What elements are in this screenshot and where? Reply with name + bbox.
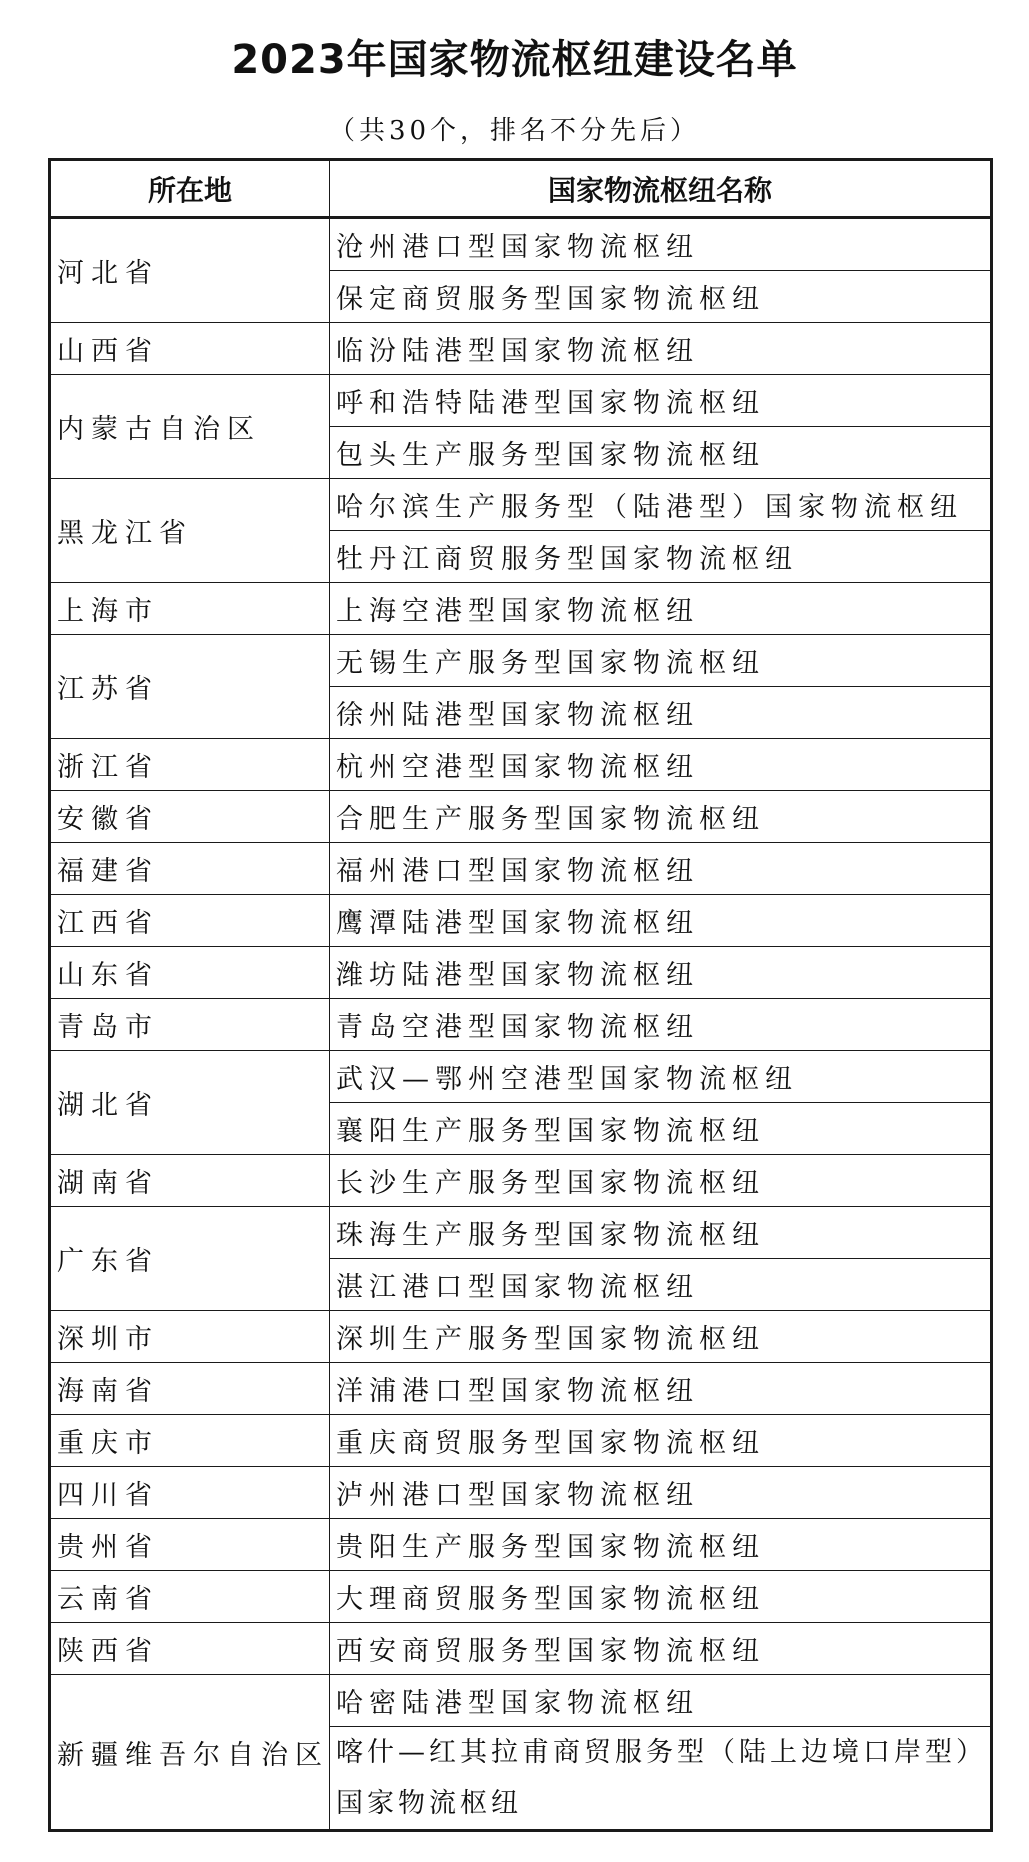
hub-name-cell: 哈密陆港型国家物流枢纽 (330, 1675, 992, 1727)
hub-name-cell: 深圳生产服务型国家物流枢纽 (330, 1311, 992, 1363)
table-row (50, 1467, 992, 1519)
table-row (50, 635, 992, 687)
region-cell: 青岛市 (50, 999, 330, 1051)
hub-name-cell: 鹰潭陆港型国家物流枢纽 (330, 895, 992, 947)
hub-name-cell: 合肥生产服务型国家物流枢纽 (330, 791, 992, 843)
hub-name-cell: 呼和浩特陆港型国家物流枢纽 (330, 375, 992, 427)
region-cell: 安徽省 (50, 791, 330, 843)
column-header-location: 所在地 (50, 160, 330, 218)
hub-name-cell: 武汉—鄂州空港型国家物流枢纽 (330, 1051, 992, 1103)
region-cell: 浙江省 (50, 739, 330, 791)
table-row (50, 1415, 992, 1467)
table-row (50, 1571, 992, 1623)
hub-name-cell: 西安商贸服务型国家物流枢纽 (330, 1623, 992, 1675)
hub-name-cell: 临汾陆港型国家物流枢纽 (330, 323, 992, 375)
hub-name-cell: 哈尔滨生产服务型（陆港型）国家物流枢纽 (330, 479, 992, 531)
table-row (50, 323, 992, 375)
hub-name-cell: 保定商贸服务型国家物流枢纽 (330, 271, 992, 323)
region-cell: 上海市 (50, 583, 330, 635)
region-cell: 陕西省 (50, 1623, 330, 1675)
hub-name-cell: 包头生产服务型国家物流枢纽 (330, 427, 992, 479)
hub-name-cell: 青岛空港型国家物流枢纽 (330, 999, 992, 1051)
table-row (50, 739, 992, 791)
hub-name-cell: 杭州空港型国家物流枢纽 (330, 739, 992, 791)
region-cell: 山东省 (50, 947, 330, 999)
header-row (50, 160, 992, 218)
table-row (50, 583, 992, 635)
table-header (50, 160, 992, 218)
region-cell: 新疆维吾尔自治区 (50, 1675, 330, 1831)
region-cell: 福建省 (50, 843, 330, 895)
table-row (50, 479, 992, 531)
table-row (50, 1519, 992, 1571)
table-body (50, 218, 992, 1831)
hub-name-cell: 重庆商贸服务型国家物流枢纽 (330, 1415, 992, 1467)
hub-name-cell: 珠海生产服务型国家物流枢纽 (330, 1207, 992, 1259)
hub-name-cell: 大理商贸服务型国家物流枢纽 (330, 1571, 992, 1623)
region-cell: 海南省 (50, 1363, 330, 1415)
hub-name-cell: 福州港口型国家物流枢纽 (330, 843, 992, 895)
hub-name-cell: 喀什—红其拉甫商贸服务型（陆上边境口岸型）国家物流枢纽 (330, 1727, 992, 1831)
hub-name-cell: 无锡生产服务型国家物流枢纽 (330, 635, 992, 687)
region-cell: 湖南省 (50, 1155, 330, 1207)
region-cell: 湖北省 (50, 1051, 330, 1155)
hub-name-cell: 长沙生产服务型国家物流枢纽 (330, 1155, 992, 1207)
region-cell: 云南省 (50, 1571, 330, 1623)
table-row (50, 1675, 992, 1727)
region-cell: 重庆市 (50, 1415, 330, 1467)
table-row (50, 1311, 992, 1363)
table-row (50, 895, 992, 947)
hub-name-cell: 贵阳生产服务型国家物流枢纽 (330, 1519, 992, 1571)
table-row (50, 375, 992, 427)
hub-name-cell: 湛江港口型国家物流枢纽 (330, 1259, 992, 1311)
table-row (50, 1363, 992, 1415)
region-cell: 内蒙古自治区 (50, 375, 330, 479)
region-cell: 山西省 (50, 323, 330, 375)
table-row (50, 999, 992, 1051)
table-row (50, 947, 992, 999)
column-header-hub-name: 国家物流枢纽名称 (330, 160, 992, 218)
table-row (50, 218, 992, 271)
region-cell: 广东省 (50, 1207, 330, 1311)
table-row (50, 1623, 992, 1675)
region-cell: 深圳市 (50, 1311, 330, 1363)
hub-name-cell: 徐州陆港型国家物流枢纽 (330, 687, 992, 739)
table-row (50, 1155, 992, 1207)
region-cell: 黑龙江省 (50, 479, 330, 583)
region-cell: 四川省 (50, 1467, 330, 1519)
page-subtitle: （共30个，排名不分先后） (328, 116, 701, 146)
hub-name-cell: 潍坊陆港型国家物流枢纽 (330, 947, 992, 999)
table-row (50, 1051, 992, 1103)
hub-list-table (48, 158, 993, 1832)
region-cell: 江西省 (50, 895, 330, 947)
page-title: 2023年国家物流枢纽建设名单 (231, 37, 798, 83)
region-cell: 河北省 (50, 218, 330, 323)
hub-name-cell: 泸州港口型国家物流枢纽 (330, 1467, 992, 1519)
hub-name-cell: 洋浦港口型国家物流枢纽 (330, 1363, 992, 1415)
hub-name-cell: 牡丹江商贸服务型国家物流枢纽 (330, 531, 992, 583)
table-row (50, 791, 992, 843)
region-cell: 贵州省 (50, 1519, 330, 1571)
hub-name-cell: 襄阳生产服务型国家物流枢纽 (330, 1103, 992, 1155)
region-cell: 江苏省 (50, 635, 330, 739)
table-row (50, 1207, 992, 1259)
hub-name-cell: 沧州港口型国家物流枢纽 (330, 218, 992, 271)
hub-name-cell: 上海空港型国家物流枢纽 (330, 583, 992, 635)
table-row (50, 843, 992, 895)
